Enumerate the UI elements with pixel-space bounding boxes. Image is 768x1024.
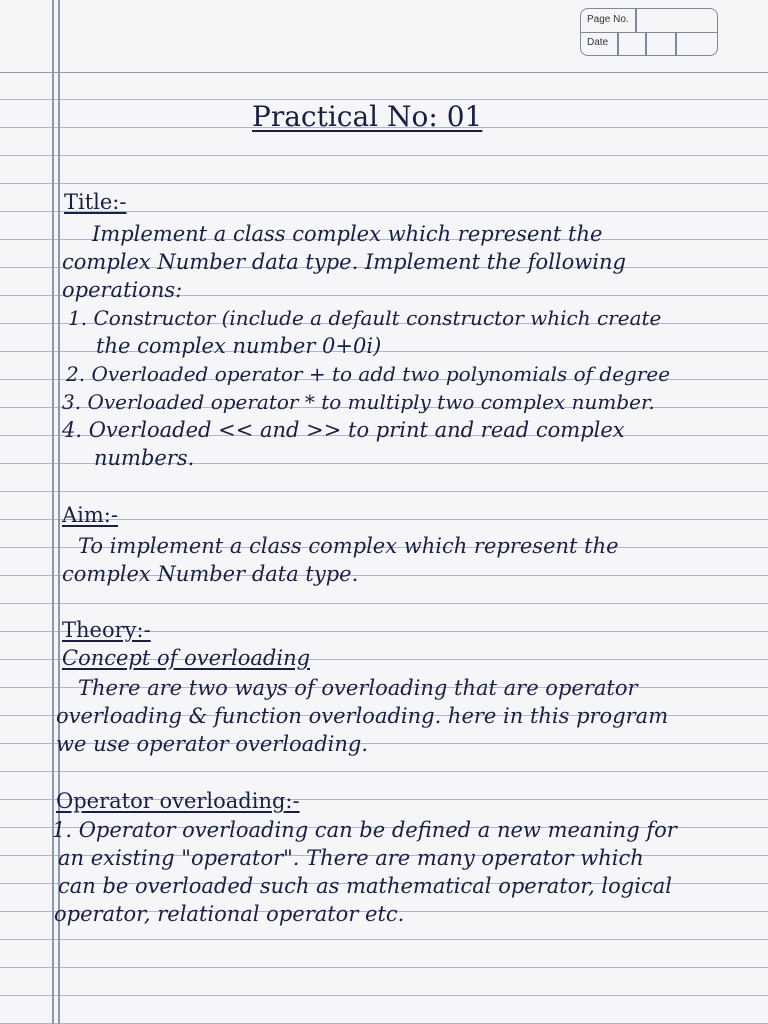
page-no-divider bbox=[635, 9, 637, 32]
theory-line-1: There are two ways of overloading that are operator bbox=[78, 676, 638, 700]
title-line-2: complex Number data type. Implement the following bbox=[62, 250, 626, 274]
operator-line-3: can be overloaded such as mathematical operator, logical bbox=[58, 874, 672, 898]
page-date-box bbox=[580, 8, 718, 56]
date-label: Date bbox=[587, 37, 609, 48]
margin-line bbox=[58, 0, 60, 1024]
title-line-6: 2. Overloaded operator + to add two polynomials of degree bbox=[66, 362, 671, 386]
theory-label: Theory:- bbox=[62, 618, 151, 642]
aim-line-2: complex Number data type. bbox=[62, 562, 359, 586]
title-line-1: Implement a class complex which represent the bbox=[92, 222, 603, 246]
aim-line-1: To implement a class complex which represent the bbox=[78, 534, 619, 558]
date-divider-2 bbox=[645, 32, 647, 55]
operator-line-4: operator, relational operator etc. bbox=[54, 902, 405, 926]
operator-line-2: an existing "operator". There are many operator which bbox=[58, 846, 644, 870]
margin-line-outer bbox=[52, 0, 54, 1024]
theory-line-2: overloading & function overloading. here in this program bbox=[56, 704, 669, 728]
aim-label: Aim:- bbox=[62, 503, 118, 527]
operator-line-1: 1. Operator overloading can be defined a new meaning for bbox=[52, 818, 677, 842]
title-line-8: 4. Overloaded << and >> to print and read complex bbox=[62, 418, 625, 442]
date-divider-3 bbox=[675, 32, 677, 55]
theory-line-3: we use operator overloading. bbox=[56, 732, 369, 756]
title-line-4: 1. Constructor (include a default constructor which create bbox=[68, 306, 662, 330]
title-line-5: the complex number 0+0i) bbox=[96, 334, 382, 358]
title-label: Title:- bbox=[64, 190, 127, 214]
title-line-9: numbers. bbox=[94, 446, 195, 470]
title-line-3: operations: bbox=[62, 278, 183, 302]
page-title: Practical No: 01 bbox=[252, 100, 483, 133]
page-no-label: Page No. bbox=[587, 14, 629, 25]
operator-overloading-label: Operator overloading:- bbox=[56, 789, 300, 813]
date-row bbox=[581, 32, 717, 55]
page-no-row bbox=[581, 9, 717, 33]
theory-subheading: Concept of overloading bbox=[62, 646, 311, 670]
title-line-7: 3. Overloaded operator * to multiply two complex number. bbox=[62, 390, 655, 414]
date-divider-1 bbox=[617, 32, 619, 55]
